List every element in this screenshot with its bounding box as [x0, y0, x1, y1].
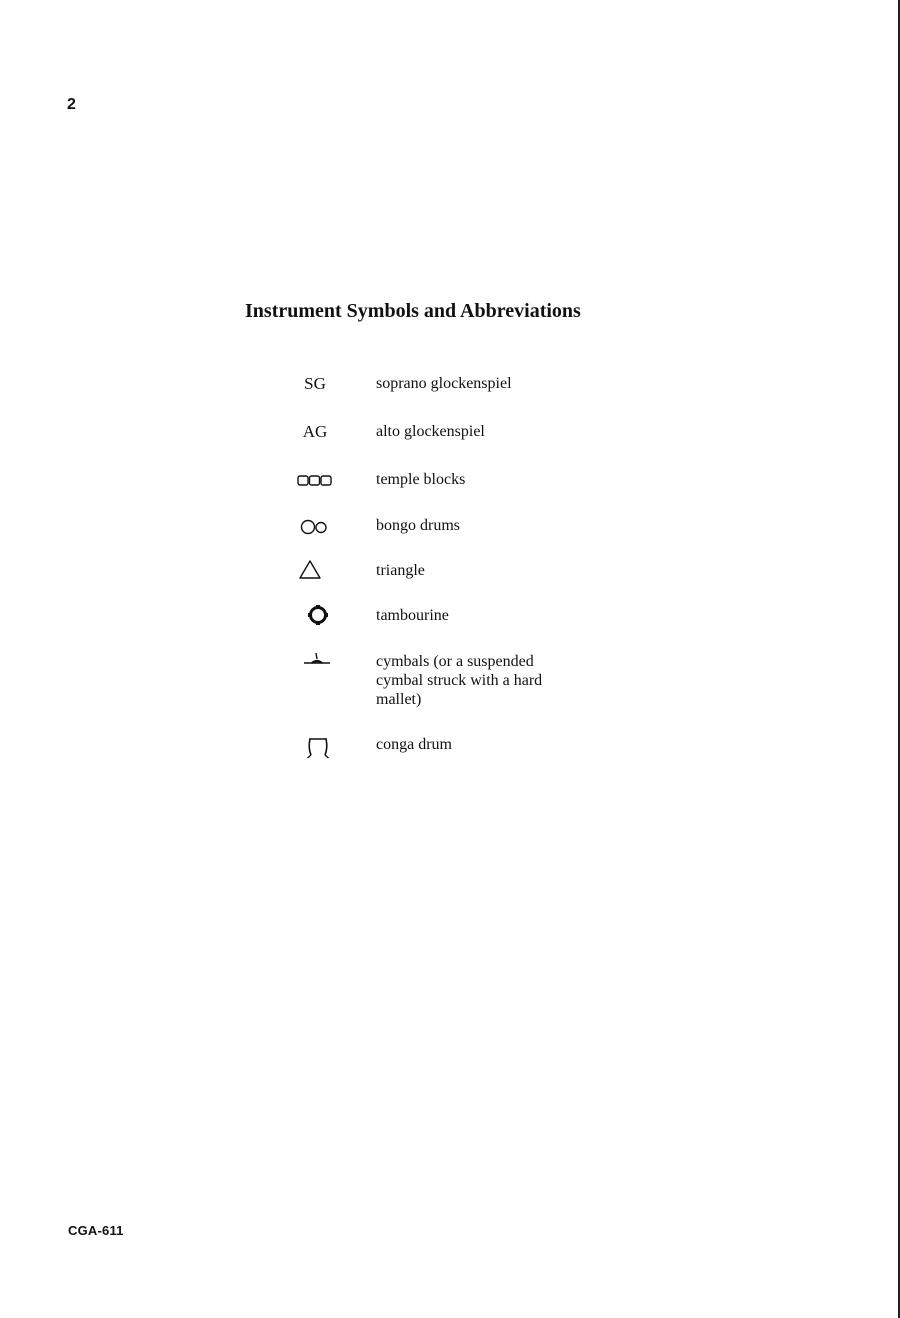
page-number: 2 — [67, 96, 76, 113]
instrument-description: temple blocks — [376, 471, 466, 488]
instrument-description: conga drum — [376, 736, 452, 753]
instrument-abbreviation: SG — [304, 374, 326, 393]
instrument-description: triangle — [376, 562, 425, 579]
temple-blocks-icon — [290, 470, 340, 492]
instrument-abbreviation: AG — [302, 422, 328, 441]
conga-drum-icon — [290, 735, 340, 757]
instrument-description: bongo drums — [376, 517, 460, 534]
catalog-code: CGA-611 — [68, 1223, 124, 1238]
bongo-drums-icon — [290, 516, 340, 538]
instrument-description: alto glockenspiel — [376, 423, 485, 440]
instrument-description: cymbals (or a suspended cymbal struck with a hard mallet) — [376, 653, 543, 708]
page-title: Instrument Symbols and Abbreviations — [245, 300, 581, 322]
cymbal-icon — [290, 652, 340, 674]
triangle-icon — [290, 558, 340, 580]
instrument-description: tambourine — [376, 607, 449, 624]
instrument-description: soprano glockenspiel — [376, 375, 512, 392]
tambourine-icon — [290, 603, 340, 625]
